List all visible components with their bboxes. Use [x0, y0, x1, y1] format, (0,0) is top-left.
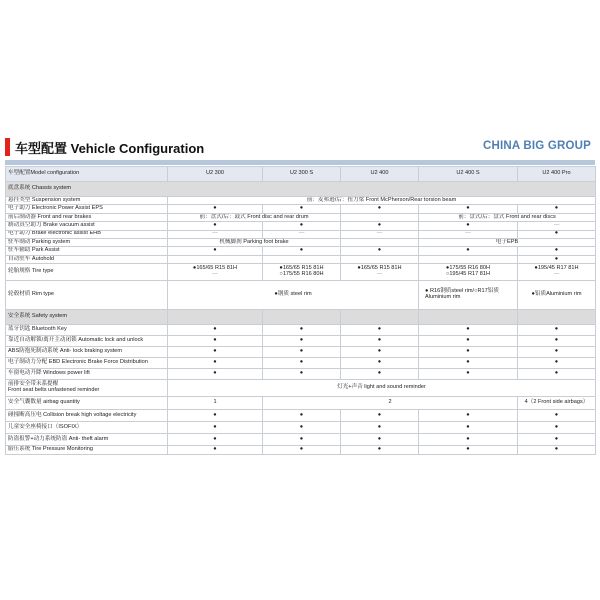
none-mark: —	[212, 271, 218, 278]
table-row	[6, 380, 596, 397]
rim-material: 钢质 steel rim	[277, 291, 312, 298]
title-accent-bar	[5, 138, 10, 156]
table-row	[6, 247, 596, 255]
none-mark: —	[518, 222, 596, 230]
standard-mark: ●	[263, 369, 341, 380]
row-value: 2	[263, 397, 518, 410]
standard-mark: ●	[168, 446, 263, 454]
row-label	[6, 380, 168, 397]
standard-mark: ●	[419, 222, 518, 230]
standard-mark: ●	[168, 205, 263, 213]
header-model: U2 400 Pro	[518, 167, 596, 182]
standard-mark: ●	[518, 422, 596, 434]
standard-mark: ●	[445, 265, 450, 272]
row-value	[518, 264, 596, 281]
table-row	[6, 205, 596, 213]
none-mark: —	[168, 230, 263, 238]
empty-cell	[419, 310, 518, 325]
standard-mark: ●	[518, 434, 596, 446]
standard-mark: ●	[341, 205, 419, 213]
rim-material: 铝质Aluminium rim	[534, 291, 582, 298]
standard-mark: ●	[534, 265, 538, 272]
standard-mark: ●	[263, 410, 341, 422]
row-label: 电子助力 Electronic Power Assist EPS	[6, 205, 168, 213]
header-divider	[5, 160, 595, 165]
standard-mark: ●	[518, 205, 596, 213]
row-value: 电子EPB	[419, 238, 596, 246]
row-label: 制动真空助力 Brake vacuum assist	[6, 222, 168, 230]
standard-mark: ●	[263, 222, 341, 230]
row-label-en: Front seat belts unfastened reminder	[8, 387, 100, 394]
page-title: 车型配置 Vehicle Configuration	[15, 141, 205, 156]
table-row	[6, 213, 596, 221]
tire-size: 165/65 R15 81H	[196, 265, 238, 272]
table-row	[6, 197, 596, 205]
empty-cell	[168, 255, 263, 263]
configuration-table	[5, 166, 596, 455]
table-header-row	[6, 167, 596, 182]
table-row	[6, 347, 596, 358]
none-mark: —	[376, 271, 383, 278]
standard-mark: ●	[341, 325, 419, 336]
table-row	[6, 434, 596, 446]
tire-size: 165/65 R15 81H	[360, 265, 402, 272]
standard-mark: ●	[518, 325, 596, 336]
row-label: 驻车辅助 Park Assist	[6, 247, 168, 255]
table-row	[6, 238, 596, 246]
standard-mark: ●	[518, 336, 596, 347]
standard-mark: ●	[168, 358, 263, 369]
row-value: 4（2 Front side airbags）	[518, 397, 596, 410]
standard-mark: ●	[263, 247, 341, 255]
tire-size: 175/55 R16 80H	[449, 265, 491, 272]
empty-cell	[518, 310, 596, 325]
header-model: U2 400 S	[419, 167, 518, 182]
row-label: 蓝牙钥匙 Bluetooth Key	[6, 325, 168, 336]
standard-mark: ●	[341, 222, 419, 230]
standard-mark: ●	[341, 347, 419, 358]
table-row	[6, 446, 596, 454]
row-value: 1	[168, 397, 263, 410]
row-value: 灯光+声音 light and sound reminder	[168, 380, 596, 397]
standard-mark: ●	[341, 422, 419, 434]
row-label: 驻车制动 Parking system	[6, 238, 168, 246]
row-label: 自动驻车 Autohold	[6, 255, 168, 263]
optional-mark: ○	[279, 271, 283, 278]
standard-mark: ●	[419, 410, 518, 422]
table-row	[6, 222, 596, 230]
empty-cell	[341, 238, 419, 246]
standard-mark: ●	[168, 222, 263, 230]
standard-mark: ●	[419, 434, 518, 446]
standard-mark: ●	[263, 446, 341, 454]
standard-mark: ●	[168, 247, 263, 255]
row-value: 机械脚刹 Parking foot brake	[168, 238, 341, 246]
row-value	[419, 281, 518, 310]
standard-mark: ●	[518, 247, 596, 255]
row-value	[518, 281, 596, 310]
row-label: 防盗报警+动力系统防盗 Anti- theft alarm	[6, 434, 168, 446]
header-model: U2 300	[168, 167, 263, 182]
header-model: U2 400	[341, 167, 419, 182]
page-header	[5, 136, 595, 160]
standard-mark: ●	[518, 446, 596, 454]
row-label: 靠近自动解锁/离开主动闭锁 Automatic lock and unlock	[6, 336, 168, 347]
section-title: 安全系统 Safety system	[6, 310, 168, 325]
tire-size: 175/55 R16 80H	[282, 271, 324, 278]
table-row	[6, 264, 596, 281]
none-mark: —	[341, 230, 419, 238]
standard-mark: ●	[341, 358, 419, 369]
standard-mark: ●	[263, 205, 341, 213]
empty-cell	[341, 255, 419, 263]
standard-mark: ●	[419, 422, 518, 434]
standard-mark: ●	[419, 205, 518, 213]
standard-mark: ●	[425, 288, 429, 295]
standard-mark: ●	[518, 410, 596, 422]
standard-mark: ●	[419, 336, 518, 347]
tire-size: 195/45 R17 81H	[449, 271, 491, 278]
standard-mark: ●	[263, 325, 341, 336]
table-row	[6, 230, 596, 238]
table-row	[6, 281, 596, 310]
row-label: ABS防抱死制动系统 Anti- lock braking system	[6, 347, 168, 358]
row-value	[168, 281, 419, 310]
standard-mark: ●	[419, 369, 518, 380]
row-label: 电子制动力分配 EBD Electronic Brake Force Distribution	[6, 358, 168, 369]
table-row	[6, 358, 596, 369]
standard-mark: ●	[168, 434, 263, 446]
row-value	[263, 264, 341, 281]
row-label: 前后制动器 Front and rear brakes	[6, 213, 168, 221]
optional-mark: ○	[445, 271, 450, 278]
none-mark: —	[263, 230, 341, 238]
standard-mark: ●	[341, 446, 419, 454]
row-value	[168, 264, 263, 281]
row-label: 安全气囊数量 airbag quantity	[6, 397, 168, 410]
table-row	[6, 336, 596, 347]
standard-mark: ●	[518, 255, 596, 263]
standard-mark: ●	[518, 230, 596, 238]
standard-mark: ●	[518, 347, 596, 358]
none-mark: —	[419, 230, 518, 238]
standard-mark: ●	[263, 347, 341, 358]
row-value	[419, 264, 518, 281]
row-label: 轮毂材质 Rim type	[6, 281, 168, 310]
none-mark: —	[553, 271, 560, 278]
empty-cell	[341, 310, 419, 325]
standard-mark: ●	[518, 358, 596, 369]
table-row	[6, 410, 596, 422]
empty-cell	[341, 213, 419, 221]
section-row-safety	[6, 310, 596, 325]
row-value: 前：盘式/后：鼓式 Front disc and rear drum	[168, 213, 341, 221]
row-label: 车窗电动升降 Windows power lift	[6, 369, 168, 380]
standard-mark: ●	[168, 347, 263, 358]
standard-mark: ●	[263, 434, 341, 446]
standard-mark: ●	[341, 369, 419, 380]
standard-mark: ●	[168, 369, 263, 380]
standard-mark: ●	[419, 325, 518, 336]
standard-mark: ●	[274, 291, 278, 298]
standard-mark: ●	[419, 347, 518, 358]
standard-mark: ●	[263, 358, 341, 369]
table-row	[6, 325, 596, 336]
standard-mark: ●	[341, 247, 419, 255]
empty-cell	[263, 310, 341, 325]
row-label: 儿童安全座椅接口（ISOFIX）	[6, 422, 168, 434]
standard-mark: ●	[341, 434, 419, 446]
standard-mark: ●	[279, 265, 283, 272]
standard-mark: ●	[341, 336, 419, 347]
standard-mark: ●	[263, 422, 341, 434]
empty-cell	[168, 310, 263, 325]
row-label: 碰撞断高压电 Collision break high voltage electricity	[6, 410, 168, 422]
row-label: 悬挂类型 Suspension system	[6, 197, 168, 205]
standard-mark: ●	[263, 336, 341, 347]
row-label-cn: 前排安全带未系提醒	[8, 381, 59, 388]
standard-mark: ●	[341, 410, 419, 422]
table-row	[6, 397, 596, 410]
standard-mark: ●	[419, 446, 518, 454]
table-row	[6, 255, 596, 263]
section-title: 底盘系统 Chassis system	[6, 182, 596, 197]
standard-mark: ●	[168, 422, 263, 434]
rim-material: R16钢质steel rim/○R17铝质Aluminium rim	[425, 288, 499, 301]
empty-cell	[419, 255, 518, 263]
row-value	[341, 264, 419, 281]
header-model: U2 300 S	[263, 167, 341, 182]
empty-cell	[263, 255, 341, 263]
row-value: 前：麦弗逊/后：扭力梁 Front McPherson/Rear torsion beam	[168, 197, 596, 205]
standard-mark: ●	[531, 291, 535, 298]
row-value: 前：盘式/后：盘式 Front and rear discs	[419, 213, 596, 221]
row-label: 电子助力 Brake electronic assist EHB	[6, 230, 168, 238]
standard-mark: ●	[419, 358, 518, 369]
table-row	[6, 422, 596, 434]
section-row-chassis	[6, 182, 596, 197]
standard-mark: ●	[419, 247, 518, 255]
row-label: 胎压系统 Tire Pressure Monitoring	[6, 446, 168, 454]
standard-mark: ●	[192, 265, 197, 272]
header-model-label: 车型配置Model configuration	[6, 167, 168, 182]
brand-name: CHINA BIG GROUP	[483, 140, 591, 152]
standard-mark: ●	[518, 369, 596, 380]
standard-mark: ●	[168, 325, 263, 336]
standard-mark: ●	[168, 336, 263, 347]
standard-mark: ●	[168, 410, 263, 422]
row-label: 轮胎规格 Tire type	[6, 264, 168, 281]
table-row	[6, 369, 596, 380]
tire-size: 165/65 R15 81H	[282, 265, 324, 272]
tire-size: 195/45 R17 81H	[537, 265, 579, 272]
standard-mark: ●	[357, 265, 361, 272]
